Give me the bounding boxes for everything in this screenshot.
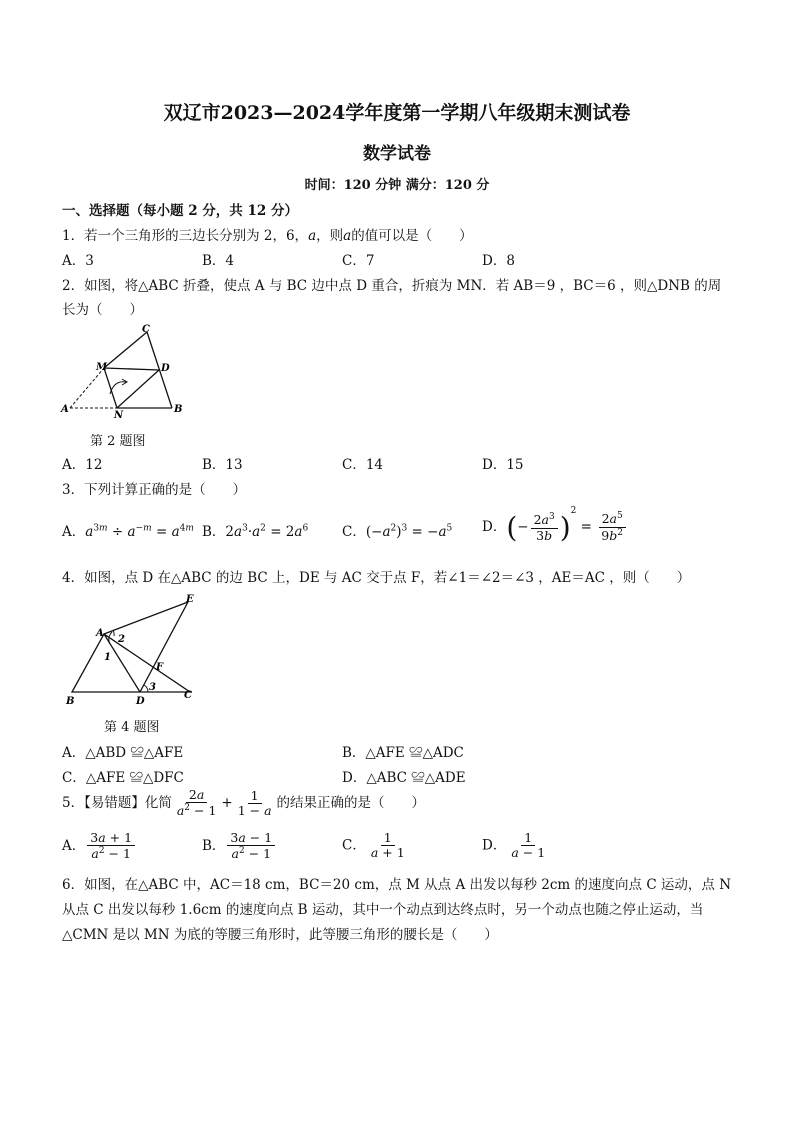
- question-5-stem: 5．【易错题】化简 $\frac{2a}{a^2 - 1}$ + $\frac{1}{1 - a}$ 的结果正确的是（ ）: [62, 787, 426, 819]
- label-n: N: [114, 410, 124, 420]
- question-4-caption: 第 4 题图: [104, 720, 160, 735]
- q5-option-d[interactable]: D． $\frac{1}{a - 1}$: [482, 830, 546, 861]
- question-6-stem-line1: 6．如图，在△ABC 中，AC＝18 cm，BC＝20 cm，点 M 从点 A 出发以每秒 2cm 的速度向点 C 运动，点 N: [62, 877, 732, 893]
- label-b: B: [66, 696, 75, 707]
- question-2-stem-line1: 2．如图，将△ABC 折叠，使点 A 与 BC 边中点 D 重合，折痕为 MN．若 AB＝9 ，BC＝6 ，则△DNB 的周: [62, 278, 722, 294]
- label-a: A: [61, 404, 69, 415]
- q1-option-a[interactable]: A．3: [62, 253, 94, 269]
- label-e: E: [186, 594, 194, 605]
- label-angle-1: 1: [104, 652, 111, 663]
- exam-title: 双辽市2023—2024学年度第一学期八年级期末测试卷: [163, 102, 631, 124]
- q4-option-a[interactable]: A．△ABD ≌△AFE: [62, 745, 184, 761]
- q1-option-b[interactable]: B．4: [202, 253, 235, 269]
- label-c: C: [142, 324, 150, 335]
- label-f: F: [156, 662, 164, 673]
- q5-option-c[interactable]: C． $\frac{1}{a + 1}$: [342, 830, 405, 861]
- section-heading: 一、选择题（每小题 2 分，共 12 分）: [62, 203, 298, 219]
- q1-option-d[interactable]: D．8: [482, 253, 515, 269]
- q4-option-d[interactable]: D．△ABC ≌△ADE: [342, 770, 466, 786]
- label-d: D: [161, 363, 170, 374]
- q4-option-c[interactable]: C．△AFE ≌△DFC: [62, 770, 184, 786]
- q2-option-d[interactable]: D．15: [482, 457, 524, 473]
- label-c: C: [184, 690, 192, 701]
- question-4-figure: [62, 592, 202, 710]
- q5-option-a[interactable]: A． $\frac{3a + 1}{a^2 - 1}$: [62, 831, 137, 862]
- q1-option-c[interactable]: C．7: [342, 253, 375, 269]
- label-d: D: [136, 696, 145, 707]
- label-m: M: [96, 362, 108, 373]
- fold-line-am: [70, 368, 104, 408]
- label-a: A: [96, 628, 104, 639]
- segment-cm: [104, 332, 147, 368]
- q2-option-b[interactable]: B．13: [202, 457, 243, 473]
- label-angle-3: 3: [149, 682, 156, 693]
- label-b: B: [174, 404, 183, 415]
- question-6-stem-line3: △CMN 是以 MN 为底的等腰三角形时，此等腰三角形的腰长是（ ）: [62, 927, 498, 943]
- q5-option-b[interactable]: B． $\frac{3a - 1}{a^2 - 1}$: [202, 831, 277, 862]
- question-6-stem-line2: 从点 C 出发以每秒 1.6cm 的速度向点 B 运动，其中一个动点到达终点时，另一个动点也随之停止运动，当: [62, 902, 704, 918]
- question-2-stem-line2: 长为（ ）: [62, 302, 143, 318]
- angle-3-arc: [144, 685, 148, 692]
- q2-option-a[interactable]: A．12: [62, 457, 103, 473]
- exam-subtitle: 数学试卷: [363, 144, 431, 164]
- q3-option-c[interactable]: C．$(-a^2)^3 = -a^5$: [342, 523, 453, 540]
- q3-option-d[interactable]: D．(− $\frac{2a^3}{3b}$ )$^2$ = $\frac{2a^5}{9b^2}$: [482, 506, 628, 544]
- segment-nd: [117, 370, 159, 408]
- triangle-abc: [72, 634, 190, 692]
- label-angle-2: 2: [118, 634, 125, 645]
- segment-ed: [140, 602, 188, 692]
- question-3-stem: 3．下列计算正确的是（ ）: [62, 482, 247, 498]
- question-2-caption: 第 2 题图: [90, 434, 146, 449]
- segment-ae: [104, 602, 188, 634]
- angle-2-arc: [113, 630, 114, 636]
- q4-option-b[interactable]: B．△AFE ≌△ADC: [342, 745, 464, 761]
- crease-mn: [104, 368, 117, 408]
- question-1-stem: 1．若一个三角形的三边长分别为 2，6，a，则a的值可以是（ ）: [62, 228, 473, 244]
- segment-md: [104, 368, 159, 370]
- q3-option-a[interactable]: A．$a^{3m} \div a^{-m} = a^{4m}$: [62, 523, 194, 540]
- question-4-stem: 4．如图，点 D 在△ABC 的边 BC 上，DE 与 AC 交于点 F，若∠1＝∠2＝∠3 ，AE＝AC ，则（ ）: [62, 570, 691, 586]
- q3-option-b[interactable]: B．$2a^3\cdot a^2 = 2a^6$: [202, 523, 309, 540]
- exam-meta: 时间：120 分钟 满分：120 分: [304, 178, 490, 193]
- q2-option-c[interactable]: C．14: [342, 457, 384, 473]
- question-2-figure: [60, 320, 190, 420]
